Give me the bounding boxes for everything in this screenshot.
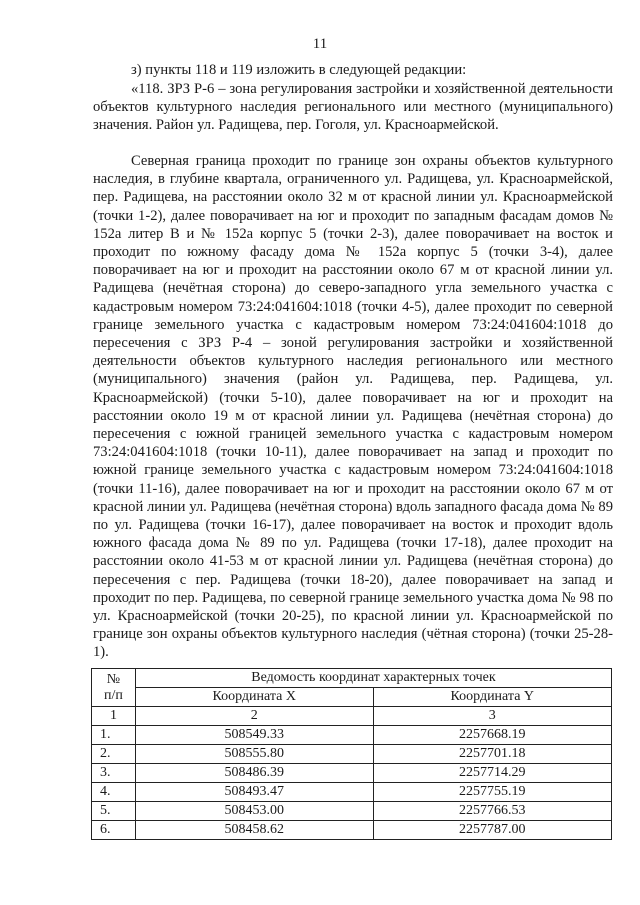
row-number-cell: 6. bbox=[92, 821, 136, 840]
header-x-cell: Координата X bbox=[135, 688, 373, 707]
header-number-symbol: № bbox=[106, 671, 121, 687]
header-number-abbr: п/п bbox=[104, 687, 123, 703]
paragraph-zone-title bbox=[93, 80, 613, 135]
paragraph-intro bbox=[93, 61, 613, 79]
table-row bbox=[92, 783, 612, 802]
table-row bbox=[92, 745, 612, 764]
row-number-cell: 5. bbox=[92, 802, 136, 821]
coordinate-x-cell: 508458.62 bbox=[135, 821, 373, 840]
coordinate-y-cell: 2257766.53 bbox=[373, 802, 612, 821]
table-row bbox=[92, 821, 612, 840]
table-header-row bbox=[92, 669, 612, 688]
table-row bbox=[92, 726, 612, 745]
index-cell: 3 bbox=[373, 707, 612, 726]
table-subheader-row bbox=[92, 688, 612, 707]
coordinate-x-cell: 508486.39 bbox=[135, 764, 373, 783]
index-cell: 2 bbox=[135, 707, 373, 726]
table-row bbox=[92, 802, 612, 821]
row-number-cell: 4. bbox=[92, 783, 136, 802]
coordinate-x-cell: 508555.80 bbox=[135, 745, 373, 764]
paragraph-boundary-description bbox=[93, 152, 613, 662]
coordinate-y-cell: 2257714.29 bbox=[373, 764, 612, 783]
row-number-cell: 3. bbox=[92, 764, 136, 783]
table-row bbox=[92, 764, 612, 783]
page-number: 11 bbox=[312, 36, 328, 52]
index-cell: 1 bbox=[92, 707, 136, 726]
header-title-cell: Ведомость координат характерных точек bbox=[135, 669, 611, 688]
coordinate-y-cell: 2257668.19 bbox=[373, 726, 612, 745]
coordinate-y-cell: 2257787.00 bbox=[373, 821, 612, 840]
coordinate-x-cell: 508493.47 bbox=[135, 783, 373, 802]
paragraph-text: з) пункты 118 и 119 изложить в следующей редакции: bbox=[131, 62, 467, 78]
table-index-row bbox=[92, 707, 612, 726]
header-number-cell bbox=[92, 669, 136, 707]
coordinate-y-cell: 2257755.19 bbox=[373, 783, 612, 802]
coordinate-y-cell: 2257701.18 bbox=[373, 745, 612, 764]
row-number-cell: 2. bbox=[92, 745, 136, 764]
coordinate-x-cell: 508549.33 bbox=[135, 726, 373, 745]
paragraph-text: «118. ЗРЗ Р-6 – зона регулирования застройки и хозяйственной деятельности объектов культурного наследия регионального или местного (муниципального) значения. Район ул. Радищева, пер. Гоголя, ул. Красноармейской. bbox=[93, 81, 613, 134]
row-number-cell: 1. bbox=[92, 726, 136, 745]
header-y-cell: Координата Y bbox=[373, 688, 612, 707]
coordinates-table bbox=[91, 668, 612, 840]
paragraph-text: Северная граница проходит по границе зон охраны объектов культурного наследия, в глубине квартала, ограниченного ул. Радищева, ул. Красноармейской, пер. Радищева, на расстоянии около 32 м от красной линии ул. Красноармейской (точки 1-2), далее поворачивает на юг и проходит по западным фасадам домов № 152а литер В и № 152а корпус 5 (точки 2-3), далее поворачивает на восток и проходит по южному фасаду дома № 152а корпус 5 (точки 3-4), далее поворачивает на юг и проходит на расстоянии около 67 м от красной линии ул. Радищева (нечётная сторона) до северо-западного угла земельного участка с кадастровым номером 73:24:041604:1018 (точки 4-5), далее проходит по северной границе земельного участка с кадастровым номером 73:24:041604:1018 до пересечения с ЗРЗ Р-4 – зоной регулирования застройки и хозяйственной деятельности объектов культурного наследия регионального или местного (муниципального) значения (район ул. Радищева, пер. Радищева, ул. Красноармейской) (точки 5-10), далее поворачивает на юг и проходит на расстоянии около 19 м от красной линии ул. Радищева (нечётная сторона) до пересечения с южной границей земельного участка с кадастровым номером 73:24:041604:1018 (точки 10-11), далее поворачивает на запад и проходит по южной границе земельного участка с кадастровым номером 73:24:041604:1018 (точки 11-16), далее поворачивает на юг и проходит на расстоянии около 67 м от красной линии ул. Радищева (нечётная сторона) вдоль западного фасада дома № 89 по ул. Радищева (точки 16-17), далее поворачивает на восток и проходит вдоль южного фасада дома № 89 по ул. Радищева (точки 17-18), далее проходит на расстоянии около 41-53 м от красной линии ул. Радищева (нечётная сторона) до пересечения с пер. Радищева (точки 18-20), далее поворачивает на запад и проходит по пер. Радищева, по северной границе земельного участка дома № 98 по ул. Красноармейской (точки 20-25), по красной линии ул. Красноармейской по границе зон охраны объектов культурного наследия (чётная сторона) (точки 25-28-1). bbox=[93, 153, 613, 661]
coordinate-x-cell: 508453.00 bbox=[135, 802, 373, 821]
